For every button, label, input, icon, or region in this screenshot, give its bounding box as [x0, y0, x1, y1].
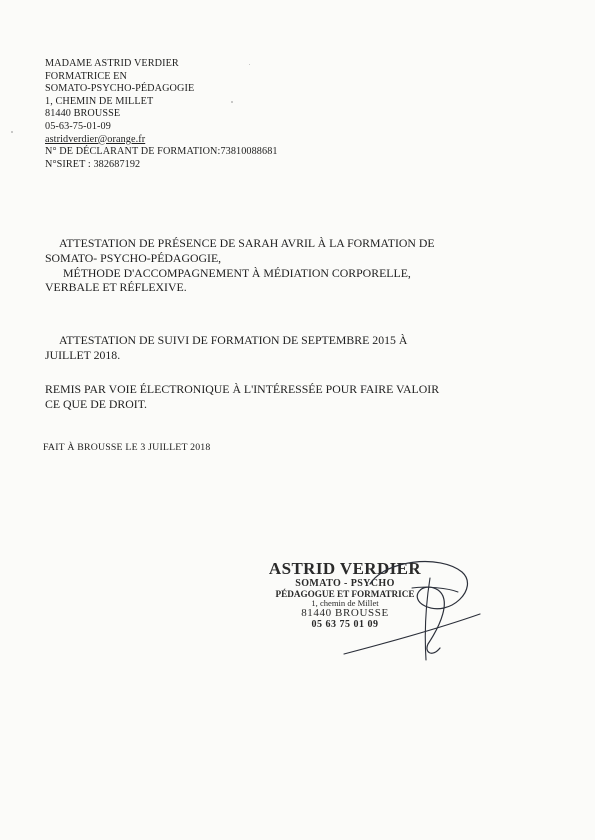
handwritten-signature-icon	[330, 548, 490, 668]
paper-speck	[249, 64, 250, 65]
paragraph-line: SOMATO- PSYCHO-PÉDAGOGIE,	[45, 250, 222, 265]
paper-speck	[11, 131, 13, 133]
place-date-line: FAIT À BROUSSE LE 3 JUILLET 2018	[43, 442, 211, 453]
stamp-phone: 05 63 75 01 09	[311, 619, 379, 630]
siret-number: N°SIRET : 382687192	[45, 158, 141, 170]
paragraph-line: CE QUE DE DROIT.	[45, 396, 148, 411]
paragraph-line: ATTESTATION DE SUIVI DE FORMATION DE SEPTEMBRE 2015 À	[59, 333, 408, 347]
remis-paragraph	[45, 382, 545, 412]
paragraph-line: MÉTHODE D'ACCOMPAGNEMENT À MÉDIATION CORPORELLE,	[63, 265, 411, 280]
stamp-name: ASTRID VERDIER	[268, 559, 422, 578]
sender-email-link[interactable]: astridverdier@orange.fr	[45, 133, 146, 145]
sender-name: MADAME ASTRID VERDIER	[45, 58, 179, 69]
paragraph-line: ATTESTATION DE PRÉSENCE DE SARAH AVRIL À LA FORMATION DE	[59, 236, 435, 250]
sender-title-line2: SOMATO-PSYCHO-PÉDAGOGIE	[45, 83, 195, 95]
paper-speck	[231, 101, 233, 103]
paragraph-line: JUILLET 2018.	[45, 347, 121, 362]
paragraph-line: VERBALE ET RÉFLEXIVE.	[45, 280, 187, 295]
sender-header	[45, 58, 278, 171]
stamp-address: 1, chemin de Millet	[311, 598, 379, 608]
sender-phone: 05-63-75-01-09	[45, 120, 111, 132]
stamp-city: 81440 BROUSSE	[301, 607, 389, 619]
sender-city: 81440 BROUSSE	[45, 108, 121, 120]
attestation-presence-paragraph	[45, 236, 545, 295]
declarant-number: N° DE DÉCLARANT DE FORMATION:73810088681	[45, 146, 278, 158]
sender-title-line1: FORMATRICE EN	[45, 70, 127, 82]
attestation-suivi-paragraph	[45, 333, 545, 363]
stamp-line2: PÉDAGOGUE ET FORMATRICE	[275, 589, 415, 599]
sender-address: 1, CHEMIN DE MILLET	[45, 95, 154, 107]
paragraph-line: REMIS PAR VOIE ÉLECTRONIQUE À L'INTÉRESSÉE POUR FAIRE VALOIR	[45, 382, 440, 396]
stamp-line1: SOMATO - PSYCHO	[295, 578, 395, 589]
